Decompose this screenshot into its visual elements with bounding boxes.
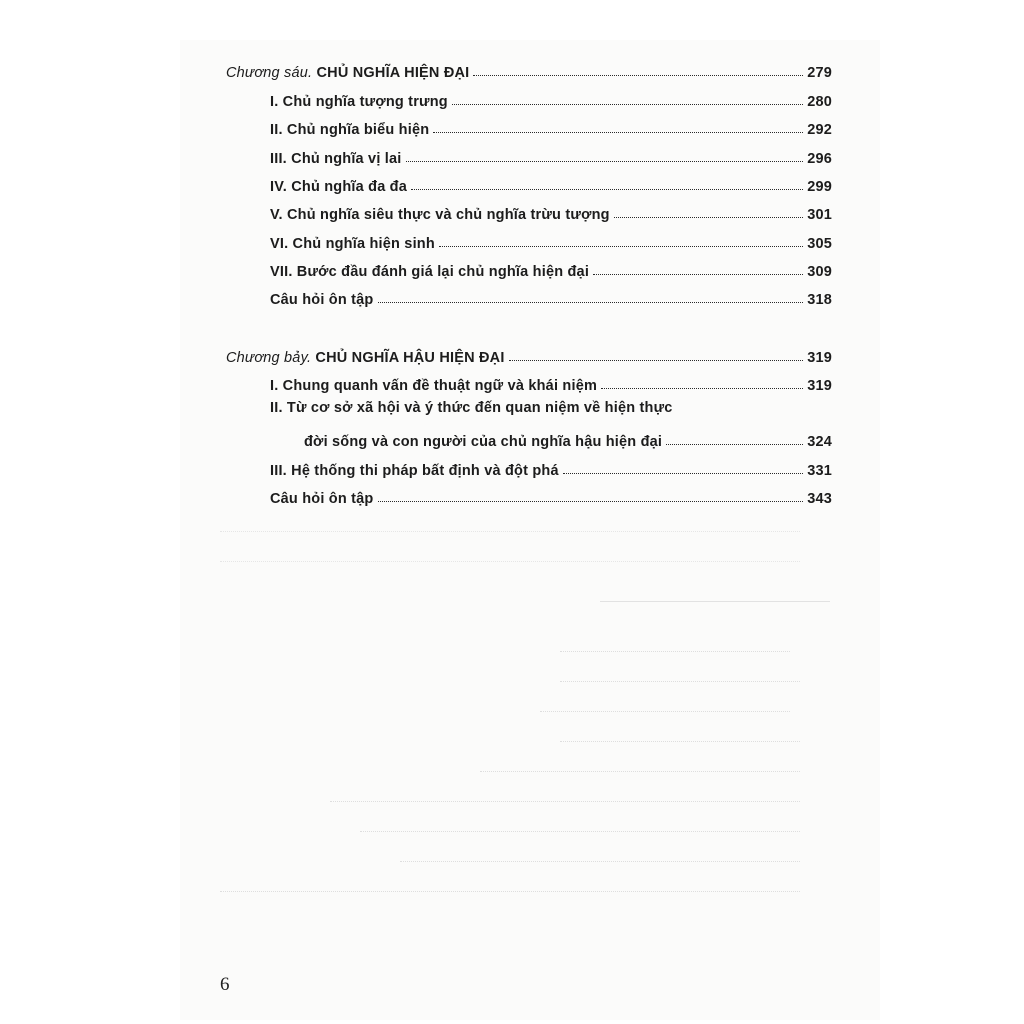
toc-entry-label: Câu hỏi ôn tập [270,292,374,308]
page-number: 309 [807,264,832,280]
leader-dots [406,161,804,162]
leader-dots [439,246,803,247]
toc-entry[interactable] [270,286,832,308]
toc-entry[interactable] [270,145,832,167]
toc-entry[interactable] [270,230,832,252]
page-number: 280 [807,94,832,110]
toc-entry-label: V. Chủ nghĩa siêu thực và chủ nghĩa trừu tượng [270,207,610,223]
leader-dots [411,189,803,190]
leader-dots [378,501,804,502]
toc-entry-label: I. Chung quanh vấn đề thuật ngữ và khái niệm [270,378,598,394]
leader-dots [433,132,803,133]
page-number: 324 [807,434,832,450]
toc-entry[interactable] [270,173,832,195]
leader-dots [563,473,803,474]
page-number: 343 [807,491,832,507]
footer-page-number: 6 [220,974,230,995]
page-number: 301 [807,207,832,223]
toc-entry-label: IV. Chủ nghĩa đa đa [270,179,408,195]
toc-entry-continuation: đời sống và con người của chủ nghĩa hậu hiện đại [304,434,663,450]
toc-entry-label: III. Chủ nghĩa vị lai [270,151,402,167]
toc-entry-label: II. Chủ nghĩa biểu hiện [270,122,430,138]
leader-dots [666,444,803,445]
leader-dots [378,302,804,303]
toc-entry[interactable] [270,201,832,223]
page-number: 319 [807,378,832,394]
page-number: 305 [807,236,832,252]
toc-entry[interactable] [270,88,832,110]
leader-dots [452,104,803,105]
chapter-heading-six[interactable] [226,59,832,81]
toc-entry[interactable] [270,258,832,280]
chapter-heading-seven[interactable] [226,344,832,366]
toc-entry-label: VII. Bước đầu đánh giá lại chủ nghĩa hiện đại [270,264,590,280]
page-number: 292 [807,122,832,138]
chapter-prefix: Chương sáu. [226,65,313,81]
leader-dots [473,75,803,76]
toc-entry-label: VI. Chủ nghĩa hiện sinh [270,236,435,252]
chapter-title: CHỦ NGHĨA HIỆN ĐẠI [316,65,470,81]
page-number: 299 [807,179,832,195]
page-number: 318 [807,292,832,308]
toc-entry[interactable] [270,457,832,479]
chapter-title: CHỦ NGHĨA HẬU HIỆN ĐẠI [315,350,505,366]
toc-entry-label: III. Hệ thống thi pháp bất định và đột phá [270,463,559,479]
page-number: 296 [807,151,832,167]
toc-entry[interactable] [304,428,832,450]
leader-dots [601,388,803,389]
toc-entry[interactable] [270,485,832,507]
chapter-prefix: Chương bảy. [226,350,312,366]
page-number: 331 [807,463,832,479]
toc-entry-label: I. Chủ nghĩa tượng trưng [270,94,448,110]
page-number: 319 [807,350,832,366]
leader-dots [593,274,803,275]
toc-entry-label: Câu hỏi ôn tập [270,491,374,507]
leader-dots [509,360,804,361]
toc-entry-label[interactable]: II. Từ cơ sở xã hội và ý thức đến quan niệm về hiện thực [270,400,673,416]
toc-entry[interactable] [270,372,832,394]
leader-dots [614,217,804,218]
page-number: 279 [807,65,832,81]
toc-entry[interactable] [270,116,832,138]
